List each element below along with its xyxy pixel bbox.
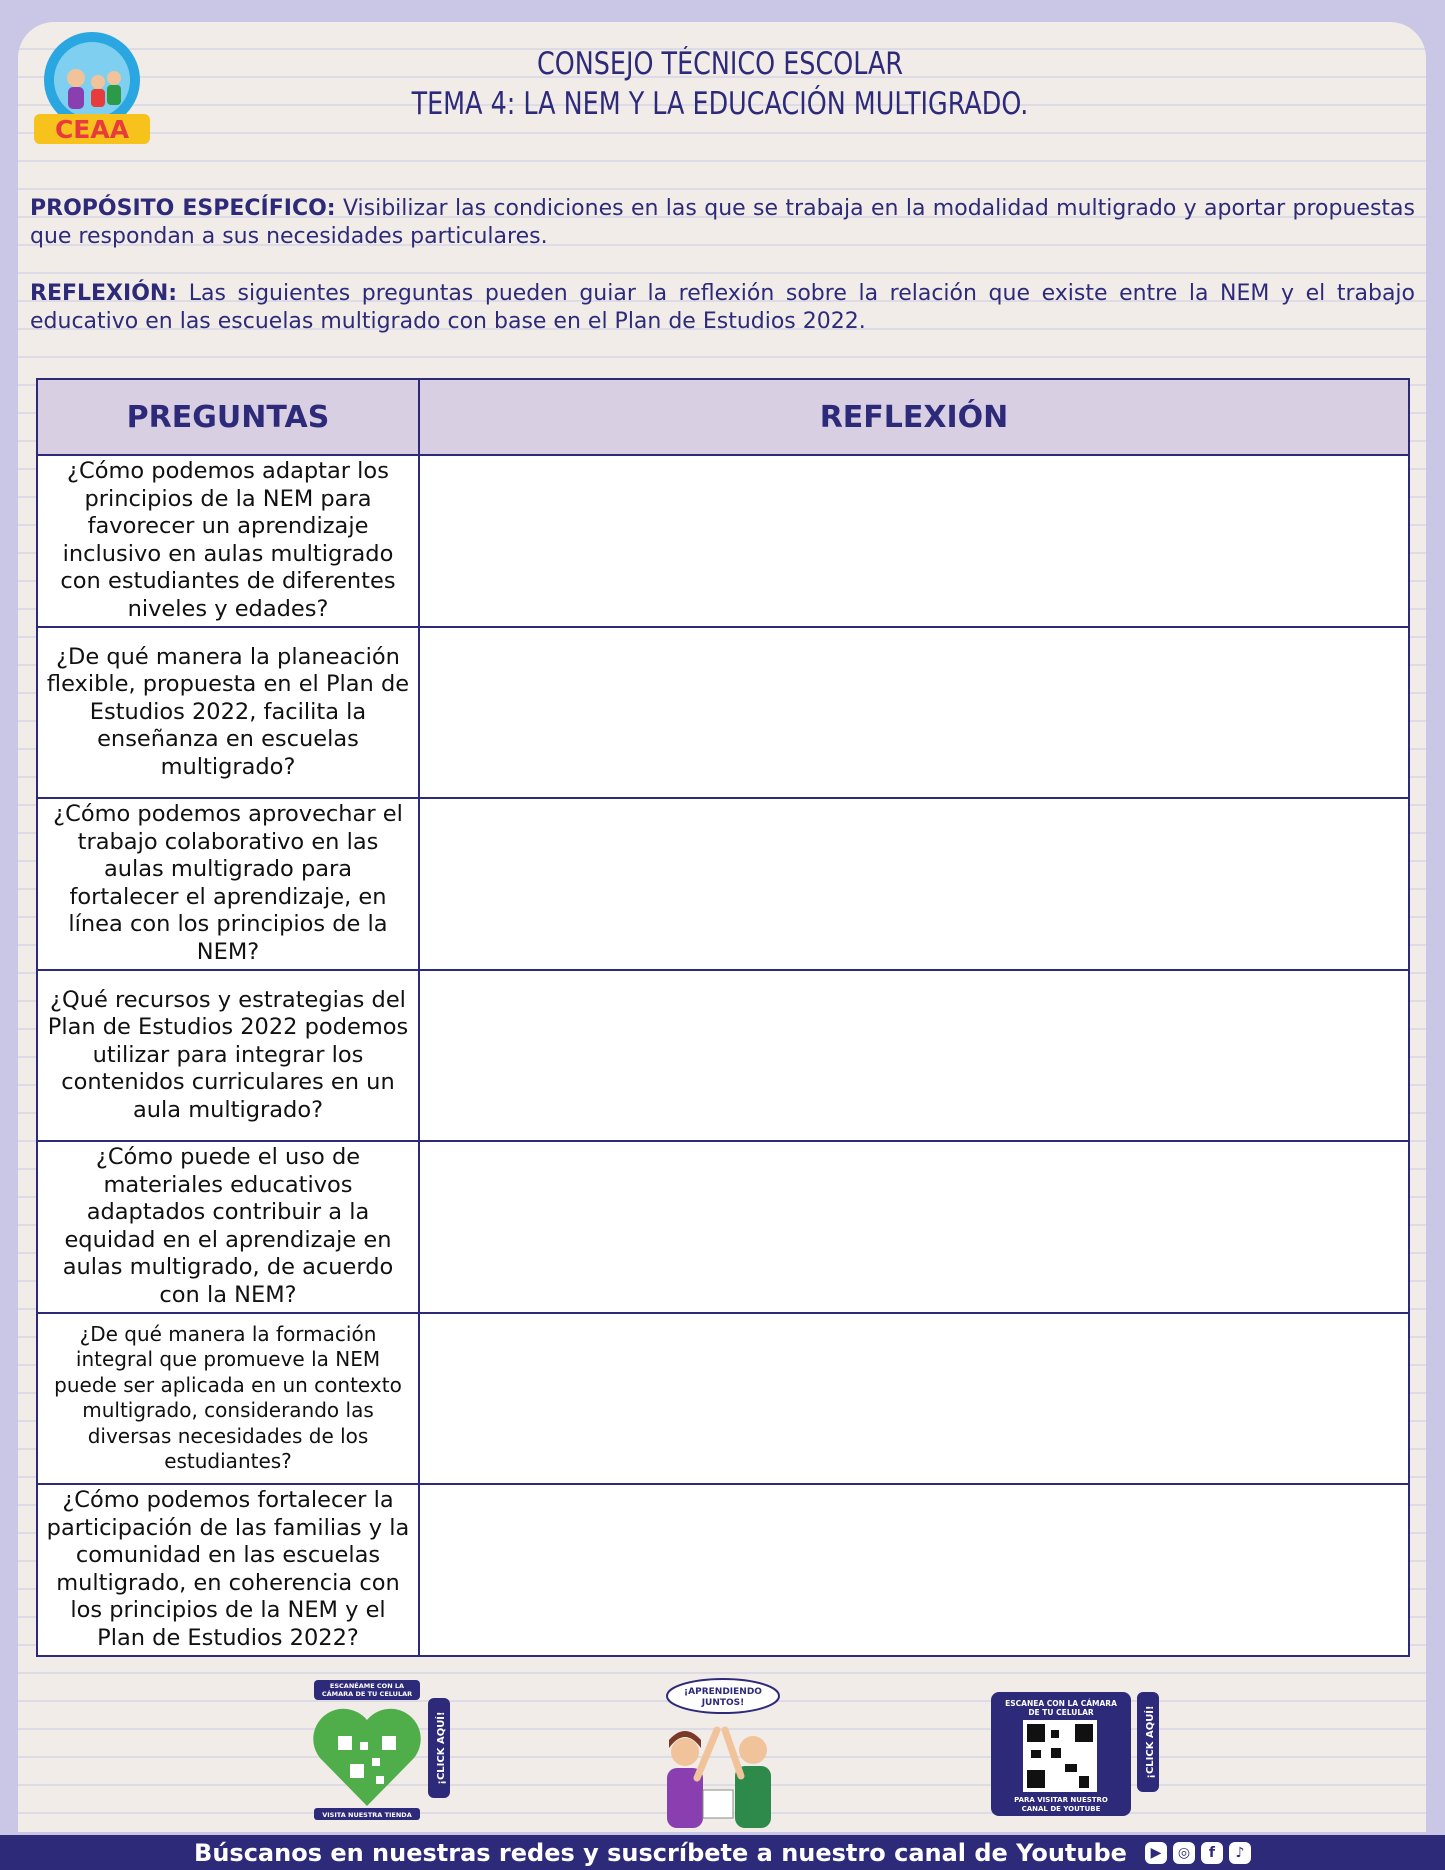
footer-bar	[0, 1835, 1445, 1870]
table-row	[37, 970, 1409, 1142]
table-header-row	[37, 379, 1409, 455]
purpose-text: Visibilizar las condiciones en las que se trabaja en la modalidad multigrado y aportar propuestas que respondan a sus necesidades particulares.	[30, 196, 1415, 249]
question-cell: ¿Qué recursos y estrategias del Plan de Estudios 2022 podemos utilizar para integrar los contenidos curriculares en un aula multigrado?	[37, 970, 419, 1142]
question-cell: ¿Cómo podemos adaptar los principios de la NEM para favorecer un aprendizaje inclusivo en aulas multigrado con estudiantes de diferentes niveles y edades?	[37, 455, 419, 627]
store-bottom-label: VISITA NUESTRA TIENDA	[322, 1811, 412, 1819]
answer-cell[interactable]	[419, 627, 1409, 799]
purpose-label: PROPÓSITO ESPECÍFICO:	[30, 196, 336, 221]
table-row	[37, 1141, 1409, 1313]
reflection-label: REFLEXIÓN:	[30, 281, 178, 306]
click-here-label: ¡CLICK AQUÍ!	[436, 1711, 447, 1785]
questions-table	[36, 378, 1410, 1657]
question-cell: ¿Cómo podemos fortalecer la participación de las familias y la comunidad en las escuelas multigrado, en coherencia con los principios de la NEM y el Plan de Estudios 2022?	[37, 1484, 419, 1656]
answer-cell[interactable]	[419, 798, 1409, 970]
document-title	[376, 44, 1065, 124]
question-cell: ¿Cómo puede el uso de materiales educativos adaptados contribuir a la equidad en el aprendizaje en aulas multigrado, de acuerdo con la NEM?	[37, 1141, 419, 1313]
youtube-icon[interactable]: ▶	[1145, 1842, 1167, 1864]
svg-text:ESCANÉAME CON LA: ESCANÉAME CON LA	[329, 1682, 405, 1690]
question-cell: ¿De qué manera la formación integral que promueve la NEM puede ser aplicada en un contexto multigrado, considerando las diversas necesidades de los estudiantes?	[37, 1313, 419, 1485]
aprendiendo-juntos-illustration	[645, 1678, 795, 1838]
svg-text:PARA VISITAR NUESTRO: PARA VISITAR NUESTRO	[1014, 1796, 1108, 1804]
title-line-1: CONSEJO TÉCNICO ESCOLAR	[536, 46, 904, 82]
header-preguntas: PREGUNTAS	[37, 379, 419, 455]
footer-text: Búscanos en nuestras redes y suscríbete a nuestro canal de Youtube	[194, 1838, 1127, 1867]
table-row	[37, 1313, 1409, 1485]
social-icons	[1145, 1842, 1251, 1864]
header-reflexion: REFLEXIÓN	[419, 379, 1409, 455]
svg-text:¡APRENDIENDO: ¡APRENDIENDO	[684, 1687, 762, 1697]
svg-text:DE TU CELULAR: DE TU CELULAR	[1028, 1708, 1094, 1717]
reflection-text: Las siguientes preguntas pueden guiar la reflexión sobre la relación que existe entre la NEM y el trabajo educativo en las escuelas multigrado con base en el Plan de Estudios 2022.	[30, 281, 1415, 334]
answer-cell[interactable]	[419, 1484, 1409, 1656]
svg-text:ESCANEA CON LA CÁMARA: ESCANEA CON LA CÁMARA	[1005, 1699, 1117, 1708]
svg-text:¡CLICK AQUÍ!: ¡CLICK AQUÍ!	[1145, 1705, 1156, 1779]
table-row	[37, 1484, 1409, 1656]
table-row	[37, 798, 1409, 970]
svg-text:JUNTOS!: JUNTOS!	[701, 1698, 745, 1708]
facebook-icon[interactable]: f	[1201, 1842, 1223, 1864]
store-qr-code[interactable]	[310, 1678, 460, 1826]
table-row	[37, 455, 1409, 627]
instagram-icon[interactable]: ◎	[1173, 1842, 1195, 1864]
youtube-qr-code[interactable]	[985, 1678, 1170, 1828]
answer-cell[interactable]	[419, 1141, 1409, 1313]
purpose-paragraph	[30, 195, 1415, 251]
title-line-2: TEMA 4: LA NEM Y LA EDUCACIÓN MULTIGRADO.	[411, 86, 1029, 122]
question-cell: ¿De qué manera la planeación flexible, propuesta en el Plan de Estudios 2022, facilita la enseñanza en escuelas multigrado?	[37, 627, 419, 799]
svg-text:CÁMARA DE TU CELULAR: CÁMARA DE TU CELULAR	[321, 1690, 413, 1698]
question-cell: ¿Cómo podemos aprovechar el trabajo colaborativo en las aulas multigrado para fortalecer el aprendizaje, en línea con los principios de la NEM?	[37, 798, 419, 970]
reflection-paragraph	[30, 280, 1415, 336]
table-row	[37, 627, 1409, 799]
logo-text: CEAA	[54, 115, 130, 144]
answer-cell[interactable]	[419, 970, 1409, 1142]
answer-cell[interactable]	[419, 455, 1409, 627]
tiktok-icon[interactable]: ♪	[1229, 1842, 1251, 1864]
ceaa-logo	[28, 30, 156, 148]
svg-text:CANAL DE YOUTUBE: CANAL DE YOUTUBE	[1021, 1805, 1101, 1813]
answer-cell[interactable]	[419, 1313, 1409, 1485]
